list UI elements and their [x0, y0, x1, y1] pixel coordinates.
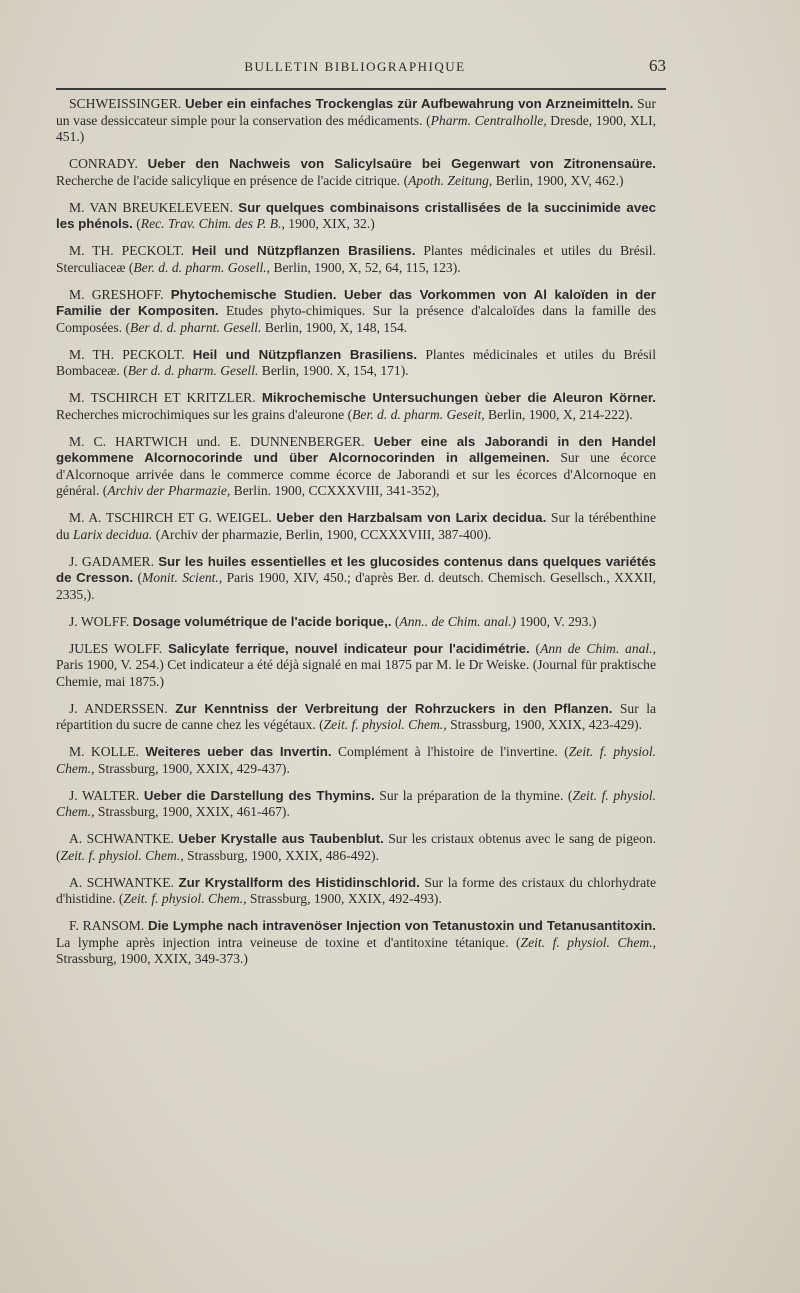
- bibliography-entry: [56, 156, 656, 189]
- entry-journal: Ber. d. d. pharm. Geseit,: [352, 406, 485, 422]
- entry-journal: Zeit. f. physiol. Chem.,: [323, 717, 447, 732]
- entry-journal: Ber d. d. pharnt. Gesell.: [130, 319, 262, 335]
- bibliography-entry: [56, 554, 656, 604]
- entry-title: Ueber ein einfaches Trockenglas zür Aufbewahrung von Arzneimitteln.: [184, 96, 634, 111]
- entry-author: SCHWEISSINGER.: [69, 96, 182, 111]
- entry-title: Mikrochemische Untersuchungen ùeber die Aleuron Körner.: [261, 390, 656, 405]
- entry-title: Sur quelques combinaisons cristallisées de la succinimide avec les phénols.: [56, 199, 657, 231]
- entry-author: JULES WOLFF.: [69, 640, 163, 656]
- entry-summary: Sur les cristaux obtenus avec le sang de pigeon. (: [56, 831, 657, 863]
- entry-summary: Sur une écorce d'Alcornoque arrivée dans le commerce comme écorce de Jaborandi et sur les écorces d'Alcornoque en général. (: [56, 450, 656, 498]
- entry-details: Strassburg, 1900, XXIX, 486-492).: [183, 847, 379, 863]
- entry-author: M. TH. PECKOLT.: [69, 346, 185, 362]
- entry-summary: (: [136, 216, 141, 231]
- entry-journal: Apoth. Zeitung,: [408, 172, 493, 188]
- entry-title: Heil und Nützpflanzen Brasiliens.: [192, 346, 418, 362]
- header-rule: [56, 88, 666, 90]
- entry-details: 1900, V. 293.): [516, 613, 597, 629]
- page-header: [40, 56, 670, 80]
- entry-author: M. KOLLE.: [69, 744, 139, 759]
- entry-title: Ueber Krystalle aus Taubenblut.: [178, 831, 384, 846]
- entry-author: M. C. HARTWICH und. E. DUNNENBERGER.: [69, 433, 365, 449]
- entry-summary: Complément à l'histoire de l'invertine. (: [337, 744, 569, 759]
- bibliography-entry: [56, 200, 656, 233]
- entry-author: M. VAN BREUKELEVEEN.: [69, 199, 234, 215]
- entry-author: J. GADAMER.: [69, 553, 154, 569]
- entry-author: A. SCHWANTKE.: [69, 831, 174, 846]
- entry-author: F. RANSOM.: [69, 918, 145, 933]
- entry-summary: (: [137, 570, 142, 585]
- entry-title: Ueber die Darstellung des Thymins.: [143, 787, 375, 803]
- entry-title: Sur les huiles essentielles et les glucosides contenus dans quelques variétés de Cresson.: [56, 553, 656, 585]
- entry-details: Strassburg, 1900, XXIX, 429-437).: [94, 760, 290, 776]
- entry-summary: Sur la répartition du sucre de canne chez les végétaux. (: [56, 700, 656, 732]
- entry-summary: Sur la préparation de la thymine. (: [379, 787, 573, 803]
- entry-title: Heil und Nützpflanzen Brasiliens.: [191, 243, 416, 258]
- entry-details: Berlin, 1900, XV, 462.): [492, 172, 624, 188]
- entry-journal: Zeit. f. physiol. Chem.,: [123, 891, 247, 906]
- entry-summary: Plantes médicinales et utiles du Brésil Bombaceæ. (: [56, 346, 656, 378]
- bibliography-entry: [56, 510, 656, 543]
- entry-summary: Sur la térébenthine du: [56, 510, 656, 542]
- entry-author: J. WALTER.: [69, 787, 140, 803]
- bibliography-entry: [56, 287, 656, 337]
- entry-author: M. TH. PECKOLT.: [69, 243, 184, 258]
- entry-summary: La lymphe après injection intra veineuse de toxine et d'antitoxine tétanique. (: [56, 934, 521, 950]
- entry-journal: Ber. d. d. pharm. Gosell.,: [133, 259, 271, 275]
- entry-details: Paris 1900, XIV, 450.; d'après Ber. d. deutsch. Chemisch. Gesellsch., XXXII, 2335,).: [56, 570, 656, 602]
- bibliography-entry: [56, 96, 656, 146]
- entry-title: Die Lymphe nach intravenöser Injection von Tetanustoxin und Tetanusantitoxin.: [147, 918, 656, 933]
- entry-author: CONRADY.: [69, 156, 138, 171]
- entry-title: Zur Krystallform des Histidinschlorid.: [178, 874, 420, 890]
- entry-journal: Ann de Chim. anal.,: [540, 640, 656, 656]
- entry-summary: (: [394, 613, 400, 629]
- entry-journal: Monit. Scient.,: [141, 570, 223, 585]
- entry-author: M. A. TSCHIRCH ET G. WEIGEL.: [69, 510, 272, 525]
- entry-summary: Recherche de l'acide salicylique en présence de l'acide citrique. (: [56, 172, 409, 188]
- entry-details: Berlin, 1900. X, 154, 171).: [258, 363, 409, 378]
- entry-journal: Zeit. f. physiol. Chem.,: [60, 847, 184, 863]
- page-number: 63: [649, 56, 666, 75]
- entry-summary: Plantes médicinales et utiles du Brésil. Sterculiaceæ (: [56, 243, 656, 275]
- entry-details: Berlin. 1900, CCXXXVIII, 341-352),: [230, 483, 440, 498]
- entry-title: Zur Kenntniss der Verbreitung der Rohrzuckers in den Pflanzen.: [175, 700, 613, 716]
- bibliography-list: [56, 96, 656, 978]
- entry-details: Strassburg, 1900, XXIX, 461-467).: [94, 804, 290, 819]
- entry-title: Weiteres ueber das Invertin.: [145, 744, 332, 759]
- bibliography-entry: [56, 701, 656, 734]
- entry-author: M. TSCHIRCH ET KRITZLER.: [69, 390, 256, 405]
- bibliography-entry: [56, 744, 656, 777]
- entry-summary: Recherches microchimiques sur les grains d'aleurone (: [56, 406, 353, 422]
- entry-title: Ueber eine als Jaborandi in den Handel gekommene Alcornocorinde und über Alcornocorinden in allgemeinen.: [56, 433, 656, 465]
- entry-title: Ueber den Harzbalsam von Larix decidua.: [276, 510, 547, 525]
- entry-summary: (: [535, 640, 541, 656]
- entry-journal: Rec. Trav. Chim. des P. B.,: [140, 216, 285, 231]
- entry-journal: Zeit. f. physiol. Chem.,: [56, 744, 656, 776]
- entry-author: J. ANDERSSEN.: [69, 700, 168, 716]
- entry-summary: Etudes phyto-chimiques. Sur la présence d'alcaloïdes dans la famille des Composées. (: [56, 303, 656, 335]
- bibliography-entry: [56, 390, 656, 423]
- entry-details: Dresde, 1900, XLI, 451.): [56, 112, 656, 144]
- entry-journal: Archiv der Pharmazie,: [107, 483, 231, 498]
- entry-details: Strassburg, 1900, XXIX, 349-373.): [56, 951, 248, 966]
- bibliography-entry: [56, 347, 656, 380]
- bibliography-entry: [56, 918, 656, 968]
- bibliography-entry: [56, 831, 656, 864]
- entry-details: (Archiv der pharmazie, Berlin, 1900, CCXXXVIII, 387-400).: [152, 526, 492, 542]
- running-title: BULLETIN BIBLIOGRAPHIQUE: [244, 59, 466, 74]
- entry-journal: Ann.. de Chim. anal.): [399, 613, 517, 629]
- entry-title: Phytochemische Studien. Ueber das Vorkommen von Al kaloïden in der Familie der Kompositen.: [56, 286, 656, 318]
- entry-journal: Ber d. d. pharm. Gesell.: [127, 363, 259, 378]
- entry-title: Ueber den Nachweis von Salicylsaüre bei Gegenwart von Zitronensaüre.: [147, 156, 656, 171]
- entry-summary: Sur la forme des cristaux du chlorhydrate d'histidine. (: [56, 874, 657, 906]
- bibliography-entry: [56, 875, 656, 908]
- entry-details: Berlin, 1900, X, 148, 154.: [261, 319, 408, 335]
- entry-summary: Sur un vase dessiccateur simple pour la conservation des médicaments. (: [56, 96, 656, 128]
- bibliography-entry: [56, 788, 656, 821]
- bibliography-entry: [56, 434, 656, 500]
- entry-title: Dosage volumétrique de l'acide borique,.: [132, 613, 392, 629]
- entry-author: M. GRESHOFF.: [69, 286, 164, 302]
- entry-journal: Zeit. f. physiol. Chem.,: [520, 934, 656, 950]
- entry-journal: Zeit. f. physiol. Chem.,: [56, 787, 656, 819]
- entry-details: Strassburg, 1900, XXIX, 423-429).: [446, 717, 643, 732]
- bibliography-entry: [56, 641, 656, 691]
- bibliography-entry: [56, 614, 656, 631]
- entry-journal: Larix decidua.: [73, 526, 153, 542]
- entry-details: Strassburg, 1900, XXIX, 492-493).: [246, 891, 442, 906]
- entry-author: J. WOLFF.: [69, 613, 130, 629]
- entry-details: 1900, XIX, 32.): [284, 216, 375, 231]
- entry-author: A. SCHWANTKE.: [69, 874, 174, 890]
- entry-details: Berlin, 1900, X, 52, 64, 115, 123).: [270, 259, 461, 275]
- bibliography-entry: [56, 243, 656, 276]
- entry-journal: Pharm. Centralholle,: [430, 112, 547, 128]
- entry-details: Paris 1900, V. 254.) Cet indicateur a été déjà signalé en mai 1875 par M. le Dr Weiske. (Journal für praktische Chemie, mai 1875.): [56, 657, 656, 689]
- entry-title: Salicylate ferrique, nouvel indicateur pour l'acidimétrie.: [168, 640, 530, 656]
- entry-details: Berlin, 1900, X, 214-222).: [484, 406, 633, 422]
